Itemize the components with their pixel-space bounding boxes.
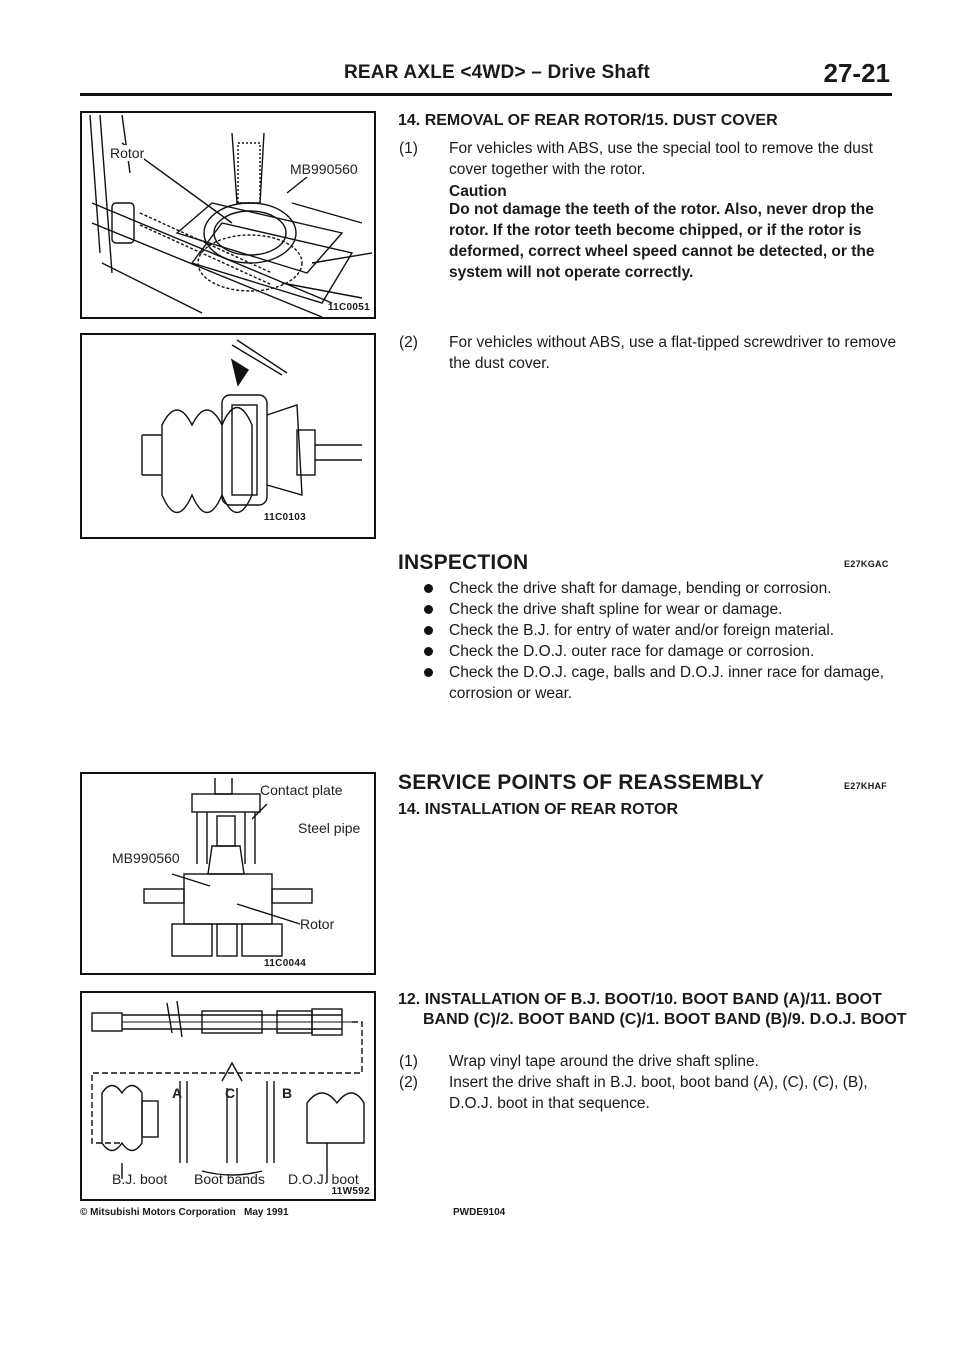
list-item: Check the drive shaft spline for wear or damage. xyxy=(424,599,886,620)
page-header xyxy=(88,60,890,94)
removal-step-1 xyxy=(399,138,911,180)
section-code: E27KGAC xyxy=(844,559,889,569)
subheading-boot-installation: 12. INSTALLATION OF B.J. BOOT/10. BOOT BAND (A)/11. BOOT BAND (C)/2. BOOT BAND (C)/1. BOOT BAND (B)/9. D.O.J. BOOT xyxy=(398,991,907,1028)
step-text: For vehicles without ABS, use a flat-tipped screwdriver to remove the dust cover. xyxy=(449,334,897,372)
section-code: E27KHAF xyxy=(844,781,888,791)
step-number: (2) xyxy=(399,1074,418,1091)
figure-dust-cover-removal xyxy=(80,333,376,539)
section-heading-inspection: INSPECTION xyxy=(398,551,529,574)
step-text: For vehicles with ABS, use the special tool to remove the dust cover together with the rotor. xyxy=(449,140,873,178)
label-band-c: C xyxy=(225,1085,236,1101)
step-text: Insert the drive shaft in B.J. boot, boot band (A), (C), (C), (B), D.O.J. boot in that sequence. xyxy=(449,1074,868,1112)
label-steel-pipe: Steel pipe xyxy=(298,820,361,836)
rotor-removal-illustration xyxy=(82,113,374,317)
footer-copyright: © Mitsubishi Motors Corporation May 1991 xyxy=(80,1207,289,1218)
label-boot-bands: Boot bands xyxy=(194,1171,265,1187)
bullet-icon xyxy=(424,584,433,593)
label-band-b: B xyxy=(282,1085,293,1101)
figure-code: 11C0044 xyxy=(264,958,307,969)
header-rule xyxy=(80,93,892,96)
rotor-installation-illustration xyxy=(82,774,374,973)
section-heading-removal: 14. REMOVAL OF REAR ROTOR/15. DUST COVER xyxy=(398,112,778,129)
bullet-icon xyxy=(424,626,433,635)
dust-cover-illustration xyxy=(82,335,374,537)
label-bj-boot: B.J. boot xyxy=(112,1171,168,1187)
figure-code: 11C0051 xyxy=(327,302,370,313)
figure-rotor-removal xyxy=(80,111,376,319)
list-item: Check the D.O.J. cage, balls and D.O.J. inner race for damage, corrosion or wear. xyxy=(424,662,886,704)
figure-boot-installation xyxy=(80,991,376,1201)
service-step-2 xyxy=(399,1072,911,1114)
label-doj-boot: D.O.J. boot xyxy=(288,1171,359,1187)
caution-text: Do not damage the teeth of the rotor. Also, never drop the rotor. If the rotor teeth become chipped, or if the rotor is deformed, correct wheel speed cannot be detected, or the system will not operate correctly. xyxy=(449,201,875,281)
step-number: (2) xyxy=(399,334,418,351)
bullet-icon xyxy=(424,647,433,656)
list-item: Check the drive shaft for damage, bending or corrosion. xyxy=(424,578,886,599)
page-title: REAR AXLE <4WD> – Drive Shaft xyxy=(344,62,651,83)
bullet-icon xyxy=(424,668,433,677)
figure-code: 11C0103 xyxy=(263,512,306,523)
label-tool-number: MB990560 xyxy=(290,161,358,177)
list-item: Check the B.J. for entry of water and/or foreign material. xyxy=(424,620,886,641)
step-number: (1) xyxy=(399,1053,418,1070)
label-rotor: Rotor xyxy=(300,916,335,932)
step-text: Wrap vinyl tape around the drive shaft spline. xyxy=(449,1053,759,1070)
label-band-a: A xyxy=(172,1085,183,1101)
footer-doc-code: PWDE9104 xyxy=(453,1207,506,1218)
page-number: 27-21 xyxy=(823,58,890,88)
section-heading-service: SERVICE POINTS OF REASSEMBLY xyxy=(398,771,765,794)
service-step-1 xyxy=(399,1051,911,1072)
label-contact-plate: Contact plate xyxy=(260,782,343,798)
step-number: (1) xyxy=(399,140,418,157)
bullet-icon xyxy=(424,605,433,614)
inspection-list xyxy=(424,578,886,704)
figure-rotor-installation xyxy=(80,772,376,975)
subheading-rear-rotor: 14. INSTALLATION OF REAR ROTOR xyxy=(398,801,679,818)
caution-title: Caution xyxy=(449,183,507,200)
figure-code: 11W592 xyxy=(331,1186,370,1197)
list-item: Check the D.O.J. outer race for damage or corrosion. xyxy=(424,641,886,662)
label-tool-number: MB990560 xyxy=(112,850,180,866)
label-rotor: Rotor xyxy=(110,145,145,161)
removal-step-2 xyxy=(399,332,911,374)
